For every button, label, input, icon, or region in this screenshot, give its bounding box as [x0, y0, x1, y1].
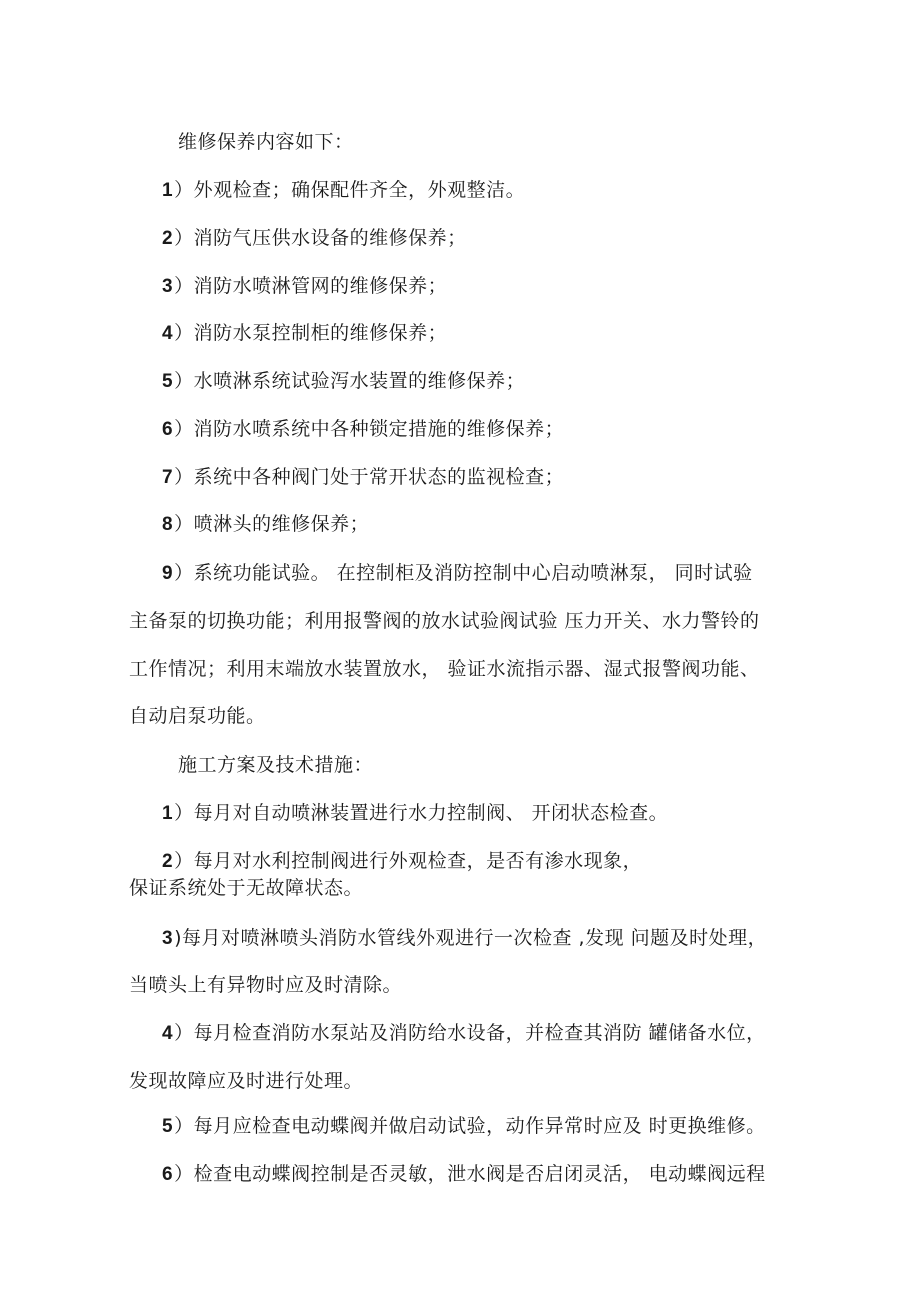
list-item [162, 465, 564, 490]
paragraph-line: 当喷头上有异物时应及时清除。 [129, 974, 403, 996]
section-heading-maintenance: 维修保养内容如下： [178, 131, 354, 153]
item-number: 3 [162, 928, 174, 949]
item-text: )每月对喷淋喷头消防水管线外观进行一次检查 ,发现 问题及时处理， [174, 927, 768, 949]
item-text: ）消防水喷淋管网的维修保养； [174, 275, 448, 297]
item-text: ）检查电动蝶阀控制是否灵敏，泄水阀是否启闭灵活， 电动蝶阀远程 [174, 1163, 766, 1185]
item-text: ）消防水喷系统中各种锁定措施的维修保养； [174, 418, 565, 440]
list-item [162, 417, 564, 442]
list-item [162, 1021, 766, 1046]
list-item [162, 178, 525, 203]
item-number: 3 [162, 276, 174, 297]
list-item [162, 561, 753, 586]
item-number: 6 [162, 1164, 174, 1185]
list-item [162, 369, 525, 394]
paragraph-line: 主备泵的切换功能；利用报警阀的放水试验阀试验 压力开关、水力警铃的 [129, 610, 760, 632]
item-number: 1 [162, 180, 174, 201]
section-heading-construction: 施工方案及技术措施： [178, 754, 374, 776]
list-item [162, 926, 767, 951]
item-text: ）系统功能试验。 在控制柜及消防控制中心启动喷淋泵， 同时试验 [174, 562, 753, 584]
item-number: 8 [162, 514, 174, 535]
item-number: 1 [162, 803, 174, 824]
item-number: 9 [162, 563, 174, 584]
item-number: 2 [162, 851, 174, 872]
item-number: 6 [162, 419, 174, 440]
item-number: 7 [162, 467, 174, 488]
item-text: ）每月对水利控制阀进行外观检查，是否有渗水现象， [174, 850, 643, 872]
list-item [162, 1162, 766, 1187]
item-text: ）每月对自动喷淋装置进行水力控制阀、 开闭状态检查。 [174, 802, 669, 824]
list-item [162, 801, 668, 826]
item-text: ）外观检查；确保配件齐全，外观整洁。 [174, 179, 526, 201]
paragraph-line: 自动启泵功能。 [129, 705, 266, 727]
item-text: ）每月应检查电动蝶阀并做启动试验，动作异常时应及 时更换维修。 [174, 1115, 766, 1137]
item-number: 2 [162, 228, 174, 249]
item-number: 4 [162, 1023, 174, 1044]
item-text: ）喷淋头的维修保养； [174, 513, 370, 535]
paragraph-line: 工作情况；利用末端放水装置放水， 验证水流指示器、湿式报警阀功能、 [129, 658, 760, 680]
list-item [162, 1114, 766, 1139]
item-text: ）水喷淋系统试验泻水装置的维修保养； [174, 370, 526, 392]
list-item [162, 226, 467, 251]
list-item [162, 849, 642, 874]
item-text: ）每月检查消防水泵站及消防给水设备，并检查其消防 罐储备水位， [174, 1022, 766, 1044]
paragraph-line: 保证系统处于无故障状态。 [129, 877, 364, 899]
item-text: ）系统中各种阀门处于常开状态的监视检查； [174, 466, 565, 488]
item-number: 5 [162, 371, 174, 392]
list-item [162, 321, 447, 346]
item-number: 4 [162, 323, 174, 344]
list-item [162, 512, 369, 537]
item-text: ）消防水泵控制柜的维修保养； [174, 322, 448, 344]
item-text: ）消防气压供水设备的维修保养； [174, 227, 467, 249]
list-item [162, 274, 447, 299]
item-number: 5 [162, 1116, 174, 1137]
paragraph-line: 发现故障应及时进行处理。 [129, 1070, 364, 1092]
